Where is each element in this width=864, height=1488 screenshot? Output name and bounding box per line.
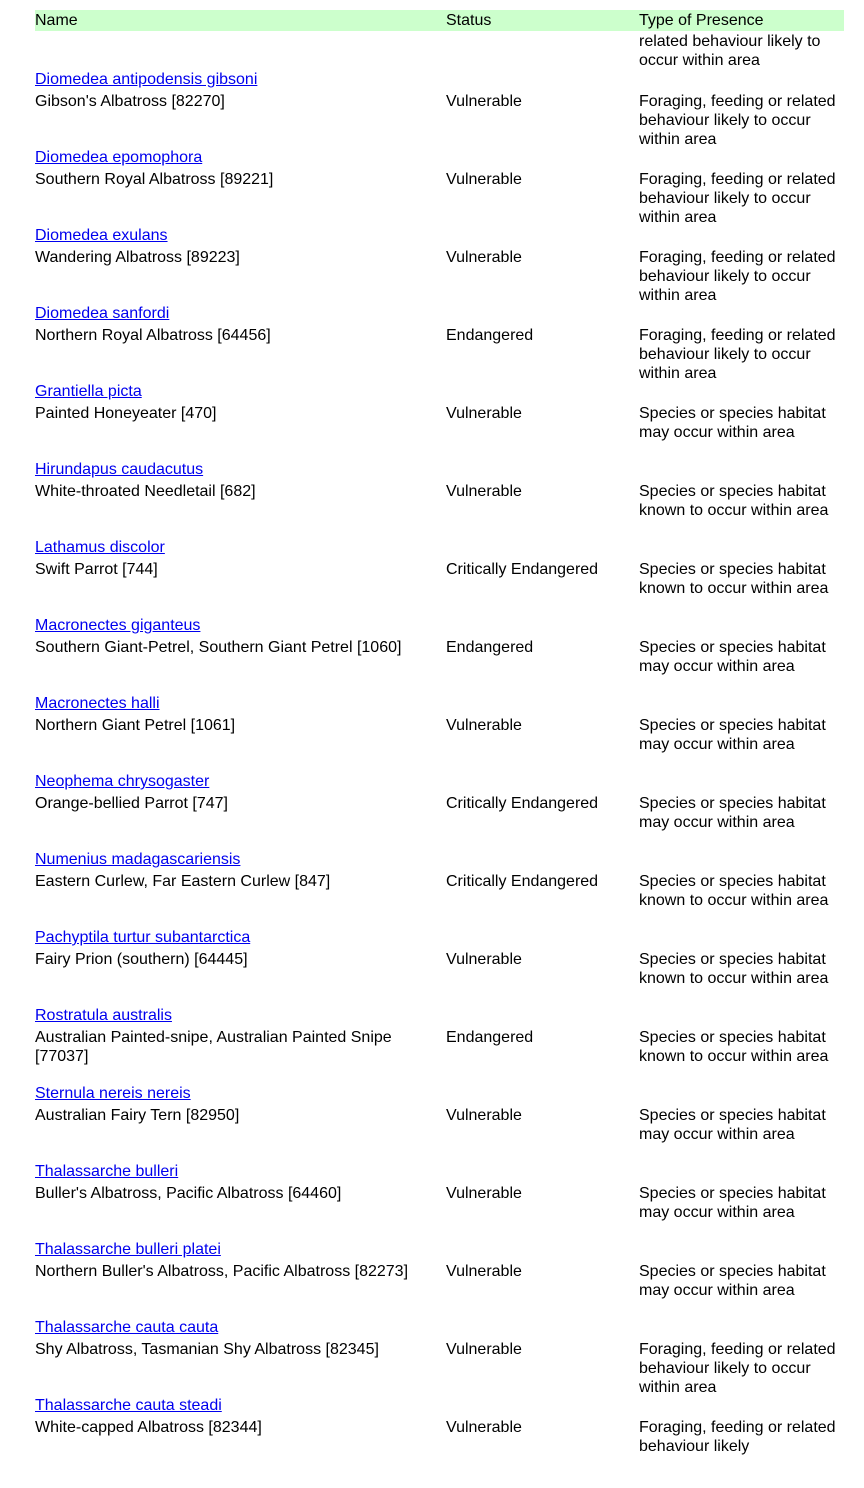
table-row (35, 1162, 855, 1240)
status-value: Vulnerable (446, 93, 522, 110)
species-link[interactable]: Thalassarche cauta steadi (35, 1397, 222, 1414)
common-name: Australian Painted-snipe, Australian Painted Snipe [77037] (35, 1029, 392, 1065)
table-row (35, 616, 855, 694)
species-link[interactable]: Pachyptila turtur subantarctica (35, 929, 251, 946)
presence-value: Species or species habitat known to occur within area (639, 951, 829, 987)
presence-value: Species or species habitat known to occur within area (639, 561, 829, 597)
common-name: Fairy Prion (southern) [64445] (35, 951, 248, 968)
status-value: Vulnerable (446, 1185, 522, 1202)
presence-value: Species or species habitat may occur within area (639, 405, 826, 441)
species-link[interactable]: Rostratula australis (35, 1007, 172, 1024)
common-name: Gibson's Albatross [82270] (35, 93, 225, 110)
species-link[interactable]: Thalassarche bulleri platei (35, 1241, 221, 1258)
common-name: Shy Albatross, Tasmanian Shy Albatross [82345] (35, 1341, 379, 1358)
table-row (35, 928, 855, 1006)
status-value: Vulnerable (446, 1341, 522, 1358)
presence-value: Species or species habitat may occur within area (639, 1263, 826, 1299)
presence-value: Foraging, feeding or related behaviour likely to occur within area (639, 249, 836, 304)
table-row (35, 538, 855, 616)
species-link[interactable]: Grantiella picta (35, 383, 142, 400)
presence-value: Foraging, feeding or related behaviour likely to occur within area (639, 327, 836, 382)
species-link[interactable]: Lathamus discolor (35, 539, 165, 556)
presence-value: Species or species habitat may occur within area (639, 795, 826, 831)
species-link[interactable]: Hirundapus caudacutus (35, 461, 204, 478)
common-name: Wandering Albatross [89223] (35, 249, 240, 266)
species-link[interactable]: Diomedea epomophora (35, 149, 203, 166)
table-row (35, 1006, 855, 1084)
table-row (35, 772, 855, 850)
status-value: Vulnerable (446, 951, 522, 968)
presence-value: Species or species habitat known to occur within area (639, 483, 829, 519)
table-row (35, 226, 855, 304)
common-name: Australian Fairy Tern [82950] (35, 1107, 240, 1124)
presence-value: Foraging, feeding or related behaviour likely (639, 1419, 836, 1455)
species-link[interactable]: Diomedea sanfordi (35, 305, 170, 322)
common-name: Southern Giant-Petrel, Southern Giant Petrel [1060] (35, 639, 402, 656)
table-row (35, 1084, 855, 1162)
status-value: Vulnerable (446, 483, 522, 500)
status-value: Critically Endangered (446, 873, 599, 890)
status-value: Endangered (446, 639, 534, 656)
common-name: Northern Royal Albatross [64456] (35, 327, 271, 344)
species-link[interactable]: Thalassarche bulleri (35, 1163, 179, 1180)
status-value: Critically Endangered (446, 795, 599, 812)
table-row (35, 1240, 855, 1318)
species-link[interactable]: Diomedea exulans (35, 227, 168, 244)
table-row (35, 70, 855, 148)
species-link[interactable]: Thalassarche cauta cauta (35, 1319, 219, 1336)
table-row (35, 694, 855, 772)
common-name: Buller's Albatross, Pacific Albatross [64460] (35, 1185, 342, 1202)
presence-value: Species or species habitat known to occur within area (639, 873, 829, 909)
table-row (35, 850, 855, 928)
table-row (35, 1318, 855, 1396)
table-row (35, 460, 855, 538)
common-name: Northern Buller's Albatross, Pacific Albatross [82273] (35, 1263, 409, 1280)
species-link[interactable]: Macronectes halli (35, 695, 160, 712)
status-value: Critically Endangered (446, 561, 599, 578)
species-link[interactable]: Neophema chrysogaster (35, 773, 210, 790)
presence-value: Species or species habitat may occur within area (639, 639, 826, 675)
common-name: Northern Giant Petrel [1061] (35, 717, 236, 734)
status-value: Vulnerable (446, 171, 522, 188)
common-name: Orange-bellied Parrot [747] (35, 795, 228, 812)
header-name: Name (35, 12, 78, 29)
table-row (35, 382, 855, 460)
status-value: Vulnerable (446, 717, 522, 734)
status-value: Vulnerable (446, 1263, 522, 1280)
table-row (35, 304, 855, 382)
common-name: White-capped Albatross [82344] (35, 1419, 262, 1436)
common-name: Swift Parrot [744] (35, 561, 158, 578)
species-link[interactable]: Numenius madagascariensis (35, 851, 241, 868)
common-name: White-throated Needletail [682] (35, 483, 256, 500)
status-value: Endangered (446, 327, 534, 344)
species-link[interactable]: Macronectes giganteus (35, 617, 201, 634)
presence-value: Foraging, feeding or related behaviour likely to occur within area (639, 93, 836, 148)
species-link[interactable]: Diomedea antipodensis gibsoni (35, 71, 258, 88)
presence-value: Species or species habitat may occur within area (639, 1185, 826, 1221)
status-value: Vulnerable (446, 405, 522, 422)
header-type-of-presence: Type of Presence (639, 12, 764, 29)
presence-value: Species or species habitat may occur within area (639, 1107, 826, 1143)
table-header (35, 10, 844, 31)
presence-value: Species or species habitat known to occur within area (639, 1029, 829, 1065)
status-value: Vulnerable (446, 1419, 522, 1436)
header-status: Status (446, 12, 492, 29)
species-table (35, 70, 855, 1474)
common-name: Southern Royal Albatross [89221] (35, 171, 274, 188)
table-row (35, 148, 855, 226)
status-value: Vulnerable (446, 1107, 522, 1124)
continued-presence-text: related behaviour likely to occur within area (639, 33, 821, 69)
status-value: Endangered (446, 1029, 534, 1046)
common-name: Painted Honeyeater [470] (35, 405, 217, 422)
status-value: Vulnerable (446, 249, 522, 266)
presence-value: Foraging, feeding or related behaviour likely to occur within area (639, 171, 836, 226)
common-name: Eastern Curlew, Far Eastern Curlew [847] (35, 873, 331, 890)
table-row (35, 1396, 855, 1474)
presence-value: Foraging, feeding or related behaviour likely to occur within area (639, 1341, 836, 1396)
presence-value: Species or species habitat may occur within area (639, 717, 826, 753)
species-link[interactable]: Sternula nereis nereis (35, 1085, 191, 1102)
